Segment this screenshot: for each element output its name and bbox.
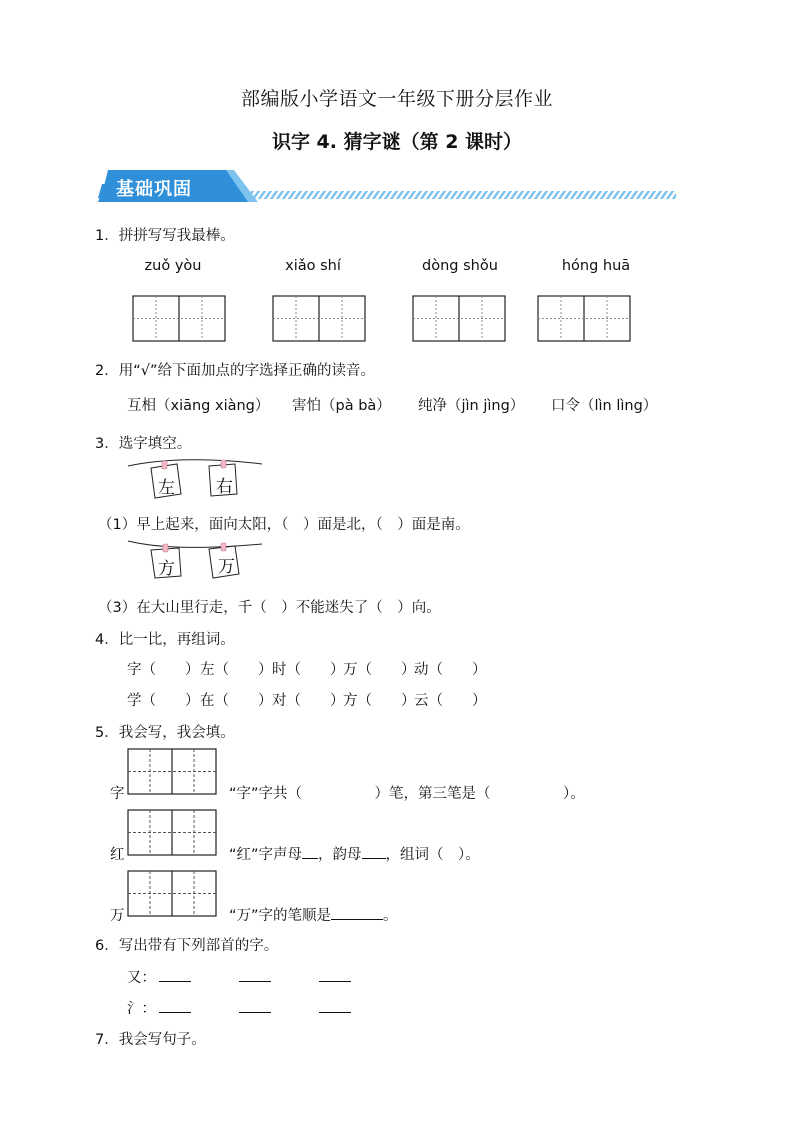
line-2-part-b: ，韵母 [318, 847, 362, 863]
line-3-part-b: 。 [383, 908, 398, 924]
write-char-3: 万 [110, 908, 125, 924]
question-5-prompt: 5．我会写，我会填。 [95, 725, 235, 741]
writing-grid-1[interactable] [132, 295, 226, 342]
compare-item[interactable]: 方（ ） [343, 693, 416, 709]
question-7-prompt: 7．我会写句子。 [95, 1032, 206, 1048]
write-char-2: 红 [110, 847, 125, 863]
compare-item[interactable]: 万（ ） [343, 662, 416, 678]
compare-item[interactable]: 云（ ） [414, 693, 487, 709]
line-3-part-a: “万”字的笔顺是 [229, 908, 332, 924]
pinyin-2: xiǎo shí [285, 258, 341, 274]
question-3-prompt: 3．选字填空。 [95, 436, 192, 452]
reading-option-3[interactable]: 纯净（jìn jìng） [418, 398, 525, 414]
section-banner [98, 170, 678, 204]
question-5-line-2 [229, 843, 480, 864]
hanging-string-2 [125, 538, 265, 584]
writing-grid-4[interactable] [537, 295, 631, 342]
compare-item[interactable]: 字（ ） [127, 662, 200, 678]
question-5-line-1: “字”字共（ ）笔，第三笔是（ ）。 [229, 786, 585, 802]
final-blank[interactable] [362, 844, 386, 859]
lesson-title: 识字 4. 猜字谜（第 2 课时） [271, 131, 523, 153]
card-char-4: 万 [218, 557, 235, 577]
reading-option-1[interactable]: 互相（xiāng xiàng） [127, 398, 270, 414]
card-char-2: 右 [216, 477, 233, 497]
question-1-prompt: 1．拼拼写写我最棒。 [95, 228, 235, 244]
radical-1: 又： [127, 970, 156, 986]
line-2-part-a: “红”字声母 [229, 847, 303, 863]
reading-option-2[interactable]: 害怕（pà bà） [292, 398, 391, 414]
initial-blank[interactable] [302, 844, 318, 859]
pinyin-1: zuǒ yòu [144, 258, 202, 274]
compare-item[interactable]: 学（ ） [127, 693, 200, 709]
writing-grid-2[interactable] [272, 295, 366, 342]
question-3-line-1: （1）早上起来，面向太阳，（ ）面是北，（ ）面是南。 [98, 517, 470, 533]
radical-2-blank[interactable] [319, 1012, 351, 1013]
writing-grid-3[interactable] [412, 295, 506, 342]
radical-1-blank[interactable] [159, 981, 191, 982]
radical-2-blank[interactable] [239, 1012, 271, 1013]
radical-2: 氵： [127, 1001, 156, 1017]
radical-1-blank[interactable] [239, 981, 271, 982]
question-5-line-3 [229, 904, 398, 925]
write-char-1: 字 [110, 786, 125, 802]
writing-grid-6[interactable] [127, 809, 217, 856]
question-2-prompt: 2．用“√”给下面加点的字选择正确的读音。 [95, 363, 375, 379]
line-2-part-c: ，组词（ ）。 [385, 847, 480, 863]
question-3-line-2: （3）在大山里行走，千（ ）不能迷失了（ ）向。 [98, 600, 441, 616]
stroke-order-blank[interactable] [331, 905, 383, 920]
section-label: 基础巩固 [116, 179, 192, 200]
hanging-string-1 [125, 456, 265, 502]
compare-item[interactable]: 时（ ） [272, 662, 345, 678]
writing-grid-7[interactable] [127, 870, 217, 917]
radical-2-blank[interactable] [159, 1012, 191, 1013]
question-4-prompt: 4．比一比，再组词。 [95, 632, 235, 648]
pinyin-4: hóng huā [561, 258, 631, 274]
compare-item[interactable]: 在（ ） [200, 693, 273, 709]
page-title: 部编版小学语文一年级下册分层作业 [240, 88, 553, 110]
question-6-prompt: 6．写出带有下列部首的字。 [95, 938, 279, 954]
pinyin-3: dòng shǒu [422, 258, 498, 274]
card-char-3: 方 [158, 559, 175, 579]
writing-grid-5[interactable] [127, 748, 217, 795]
compare-item[interactable]: 对（ ） [272, 693, 345, 709]
reading-option-4[interactable]: 口令（lìn lìng） [551, 398, 658, 414]
compare-item[interactable]: 动（ ） [414, 662, 487, 678]
card-char-1: 左 [158, 478, 175, 498]
compare-item[interactable]: 左（ ） [200, 662, 273, 678]
radical-1-blank[interactable] [319, 981, 351, 982]
